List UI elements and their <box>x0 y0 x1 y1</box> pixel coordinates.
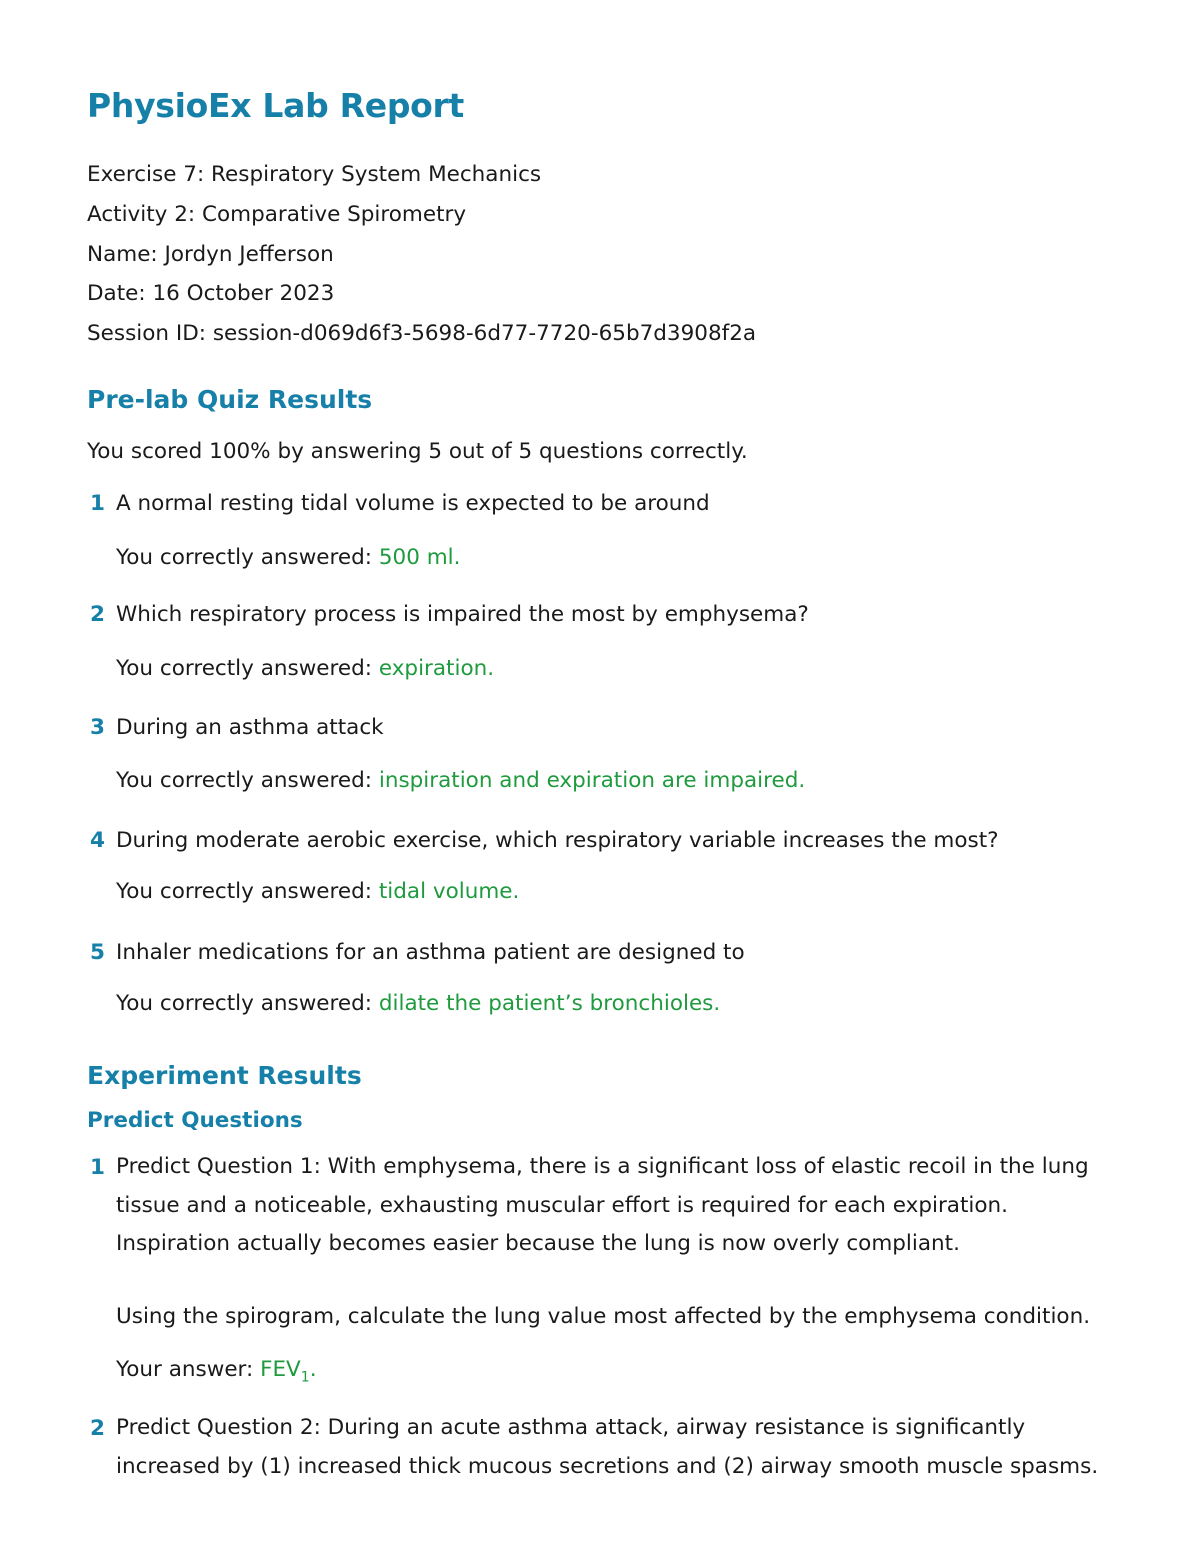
predict-question-text: Predict Question 1: With emphysema, there is a significant loss of elastic recoil in the lung tissue and a noticeable, exhausting muscular effort is required for each expiration. Inspiration actually becomes easier because the lung is now overly compliant. <box>116 1154 1089 1256</box>
quiz-answer-line <box>116 990 720 1018</box>
report-title: PhysioEx Lab Report <box>87 86 464 125</box>
answer-prefix: You correctly answered: <box>116 768 379 793</box>
exercise-line: Exercise 7: Respiratory System Mechanics <box>87 162 542 187</box>
answer-main: FEV <box>260 1357 301 1382</box>
quiz-answer-line <box>116 655 494 683</box>
quiz-number: 3 <box>90 715 105 740</box>
date-line: Date: 16 October 2023 <box>87 281 335 306</box>
answer-prefix: You correctly answered: <box>116 545 379 570</box>
quiz-question: During moderate aerobic exercise, which respiratory variable increases the most? <box>116 828 999 853</box>
quiz-number: 5 <box>90 940 105 965</box>
answer-subscript: 1 <box>300 1369 310 1386</box>
quiz-question: Which respiratory process is impaired the most by emphysema? <box>116 602 809 627</box>
experiment-heading: Experiment Results <box>87 1061 362 1090</box>
quiz-question: A normal resting tidal volume is expected to be around <box>116 491 710 516</box>
quiz-question: During an asthma attack <box>116 715 384 740</box>
quiz-question: Inhaler medications for an asthma patient are designed to <box>116 940 745 965</box>
quiz-answer: 500 ml. <box>378 545 461 570</box>
name-line: Name: Jordyn Jefferson <box>87 242 334 267</box>
quiz-answer: expiration. <box>378 656 495 681</box>
predict-subheading: Predict Questions <box>87 1108 303 1133</box>
predict-answer <box>260 1357 317 1386</box>
predict-prompt: Using the spirogram, calculate the lung value most affected by the emphysema condition. <box>116 1304 1091 1329</box>
quiz-answer: dilate the patient’s bronchioles. <box>378 991 721 1016</box>
quiz-answer-line <box>116 878 519 906</box>
answer-prefix: Your answer: <box>116 1357 261 1382</box>
predict-number: 1 <box>90 1155 105 1180</box>
activity-line: Activity 2: Comparative Spirometry <box>87 202 467 227</box>
quiz-answer-line <box>116 544 460 572</box>
answer-prefix: You correctly answered: <box>116 991 379 1016</box>
quiz-answer-line <box>116 767 805 795</box>
predict-question-text: Predict Question 2: During an acute asthma attack, airway resistance is significantly increased by (1) increased thick mucous secretions and (2) airway smooth muscle spasms. <box>116 1415 1099 1479</box>
predict-number: 2 <box>90 1416 105 1441</box>
session-id-line: Session ID: session-d069d6f3-5698-6d77-7720-65b7d3908f2a <box>87 321 757 346</box>
quiz-answer: tidal volume. <box>378 879 520 904</box>
quiz-number: 4 <box>90 828 105 853</box>
prelab-heading: Pre-lab Quiz Results <box>87 385 373 414</box>
quiz-answer: inspiration and expiration are impaired. <box>378 768 806 793</box>
quiz-number: 2 <box>90 602 105 627</box>
predict-answer-line <box>116 1356 317 1391</box>
quiz-number: 1 <box>90 491 105 516</box>
answer-prefix: You correctly answered: <box>116 656 379 681</box>
answer-end: . <box>309 1357 317 1382</box>
answer-prefix: You correctly answered: <box>116 879 379 904</box>
prelab-score: You scored 100% by answering 5 out of 5 questions correctly. <box>87 439 748 464</box>
